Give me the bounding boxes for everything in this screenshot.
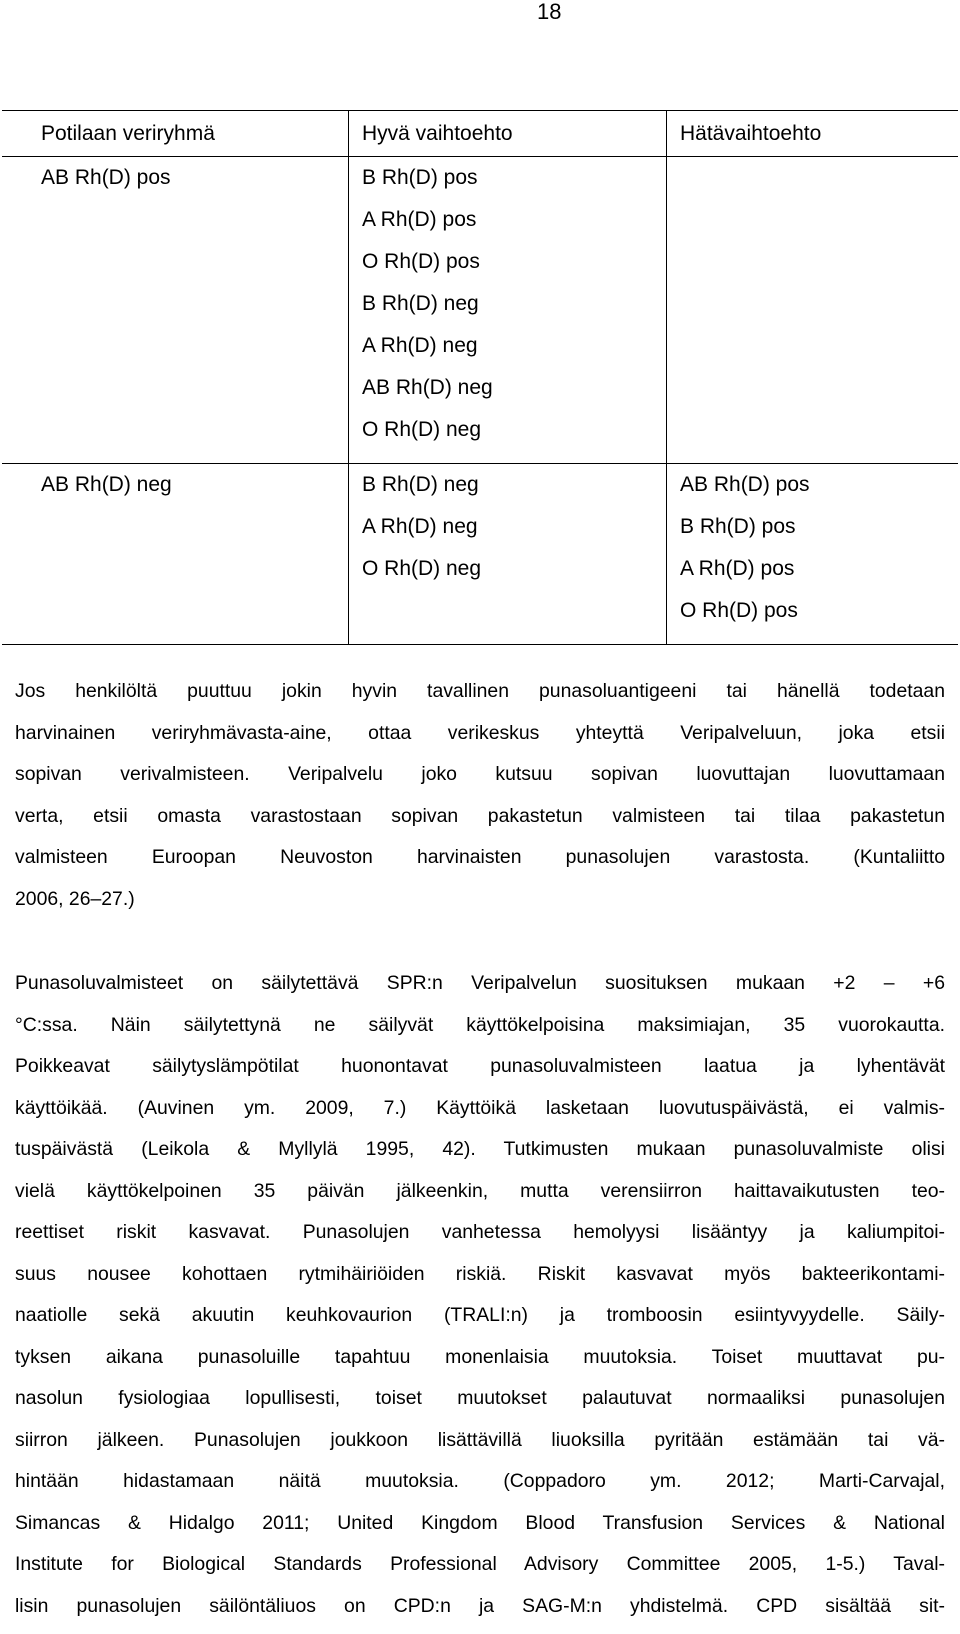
patient-blood-group: AB Rh(D) pos bbox=[41, 166, 171, 189]
text-line: käyttöikää. (Auvinen ym. 2009, 7.) Käyttöikä lasketaan luovutuspäivästä, ei valmis- bbox=[15, 1096, 945, 1119]
page-number: 18 bbox=[537, 0, 562, 24]
good-option-item: A Rh(D) pos bbox=[362, 208, 477, 231]
header-emergency-option: Hätävaihtoehto bbox=[667, 111, 959, 157]
text-line: valmisteen Euroopan Neuvoston harvinaisten punasolujen varastosta. (Kuntaliitto bbox=[15, 846, 945, 868]
patient-blood-group: AB Rh(D) neg bbox=[41, 473, 172, 496]
text-line: siirron jälkeen. Punasolujen joukkoon lisättävillä liuoksilla pyritään estämään tai vä- bbox=[15, 1428, 945, 1451]
good-option-item: B Rh(D) pos bbox=[362, 166, 478, 189]
good-option-item: O Rh(D) neg bbox=[362, 418, 482, 441]
text-line: Punasoluvalmisteet on säilytettävä SPR:n Veripalvelun suosituksen mukaan +2 – +6 bbox=[15, 972, 945, 994]
emergency-option-item: O Rh(D) pos bbox=[680, 599, 798, 622]
table-row bbox=[2, 464, 958, 645]
good-option-item: A Rh(D) neg bbox=[362, 515, 478, 538]
header-good-option: Hyvä vaihtoehto bbox=[349, 111, 667, 157]
header-patient-blood-group: Potilaan veriryhmä bbox=[2, 111, 349, 157]
text-line: 2006, 26–27.) bbox=[15, 887, 135, 910]
text-line: naatiolle sekä akuutin keuhkovaurion (TRALI:n) ja tromboosin esiintyvyydelle. Säily- bbox=[15, 1304, 945, 1326]
text-line: hintään hidastamaan näitä muutoksia. (Coppadoro ym. 2012; Marti-Carvajal, bbox=[15, 1470, 945, 1492]
text-line: reettiset riskit kasvavat. Punasolujen vanhetessa hemolyysi lisääntyy ja kaliumpitoi- bbox=[15, 1221, 945, 1243]
patient-cell bbox=[2, 157, 349, 464]
paragraph-rare-blood-groups bbox=[15, 671, 945, 920]
text-line: Institute for Biological Standards Professional Advisory Committee 2005, 1-5.) Taval- bbox=[15, 1553, 945, 1575]
good-option-item: A Rh(D) neg bbox=[362, 334, 478, 357]
table-row bbox=[2, 157, 958, 464]
text-line: sopivan verivalmisteen. Veripalvelu joko kutsuu sopivan luovuttajan luovuttamaan bbox=[15, 763, 945, 785]
text-line: Simancas & Hidalgo 2011; United Kingdom Blood Transfusion Services & National bbox=[15, 1511, 945, 1534]
text-line: suus nousee kohottaen rytmihäiriöiden riskiä. Riskit kasvavat myös bakteerikontami- bbox=[15, 1262, 945, 1285]
good-option-item: O Rh(D) pos bbox=[362, 250, 480, 273]
emergency-option-item: B Rh(D) pos bbox=[680, 515, 796, 538]
text-line: Poikkeavat säilytyslämpötilat huonontavat punasoluvalmisteen laatua ja lyhentävät bbox=[15, 1055, 945, 1077]
text-line: tyksen aikana punasoluille tapahtuu monenlaisia muutoksia. Toiset muuttavat pu- bbox=[15, 1345, 945, 1368]
paragraph-storage bbox=[15, 963, 945, 1627]
good-option-item: O Rh(D) neg bbox=[362, 557, 482, 580]
emergency-option-item: AB Rh(D) pos bbox=[680, 473, 810, 496]
emergency-option-cell bbox=[667, 157, 959, 464]
text-line: harvinainen veriryhmävasta-aine, ottaa verikeskus yhteyttä Veripalveluun, joka etsii bbox=[15, 721, 945, 744]
emergency-option-cell bbox=[667, 464, 959, 645]
text-line: verta, etsii omasta varastostaan sopivan pakastetun valmisteen tai tilaa pakastetun bbox=[15, 804, 945, 827]
text-line: Jos henkilöltä puuttuu jokin hyvin tavallinen punasoluantigeeni tai hänellä todetaan bbox=[15, 680, 945, 702]
patient-cell bbox=[2, 464, 349, 645]
blood-compatibility-table bbox=[2, 110, 958, 645]
good-option-item: AB Rh(D) neg bbox=[362, 376, 493, 399]
text-line: vielä käyttökelpoinen 35 päivän jälkeenkin, mutta verensiirron haittavaikutusten teo- bbox=[15, 1179, 945, 1202]
good-option-cell bbox=[349, 464, 667, 645]
good-option-item: B Rh(D) neg bbox=[362, 292, 479, 315]
good-option-cell bbox=[349, 157, 667, 464]
text-line: lisin punasolujen säilöntäliuos on CPD:n ja SAG-M:n yhdistelmä. CPD sisältää sit- bbox=[15, 1594, 945, 1617]
text-line: nasolun fysiologiaa lopullisesti, toiset muutokset palautuvat normaaliksi punasolujen bbox=[15, 1387, 945, 1409]
text-line: °C:ssa. Näin säilytettynä ne säilyvät käyttökelpoisina maksimiajan, 35 vuorokautta. bbox=[15, 1013, 945, 1036]
table-header-row bbox=[2, 111, 958, 157]
good-option-item: B Rh(D) neg bbox=[362, 473, 479, 496]
emergency-option-item: A Rh(D) pos bbox=[680, 557, 795, 580]
text-line: tuspäivästä (Leikola & Myllylä 1995, 42). Tutkimusten mukaan punasoluvalmiste olisi bbox=[15, 1138, 945, 1160]
